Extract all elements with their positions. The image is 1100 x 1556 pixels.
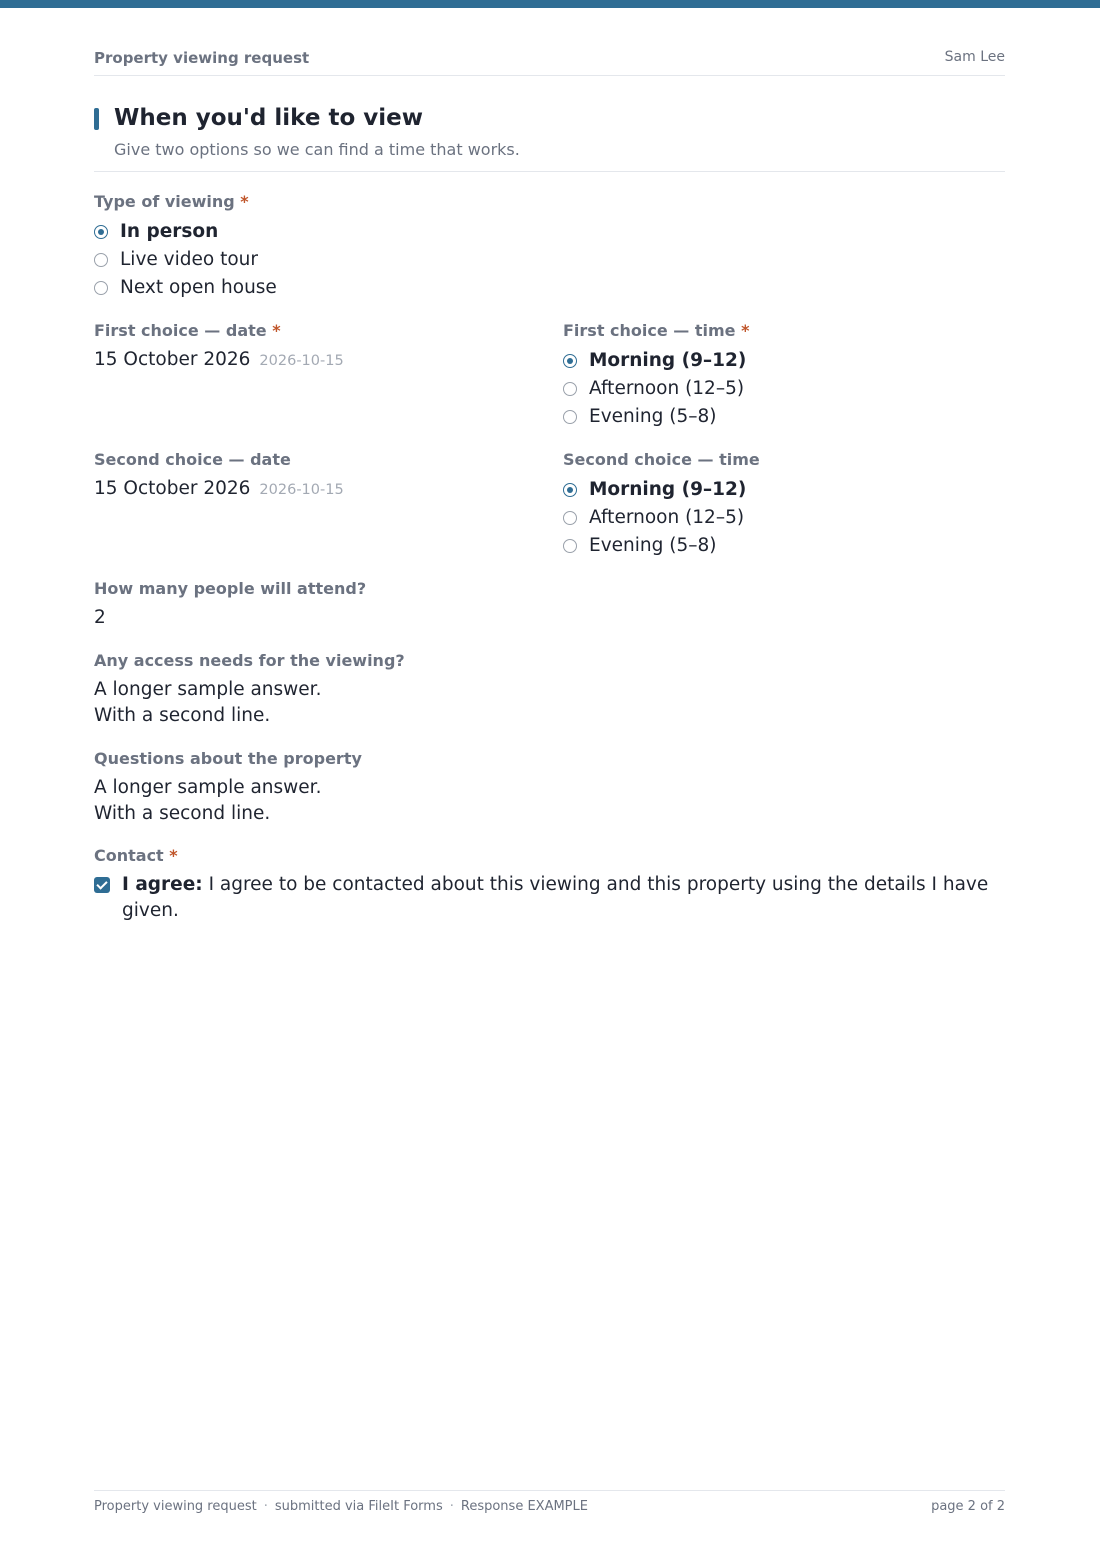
first-date-label: First choice — date * <box>94 321 281 340</box>
page-footer <box>94 1490 1005 1521</box>
second-time-option-evening[interactable]: Evening (5–8) <box>563 532 1003 560</box>
footer-info <box>94 1499 588 1514</box>
first-time-option-morning[interactable]: Morning (9–12) <box>563 347 1003 375</box>
radio-empty-icon <box>94 281 108 295</box>
consent-text: I agree to be contacted about this viewing and this property using the details I have given. <box>122 874 989 921</box>
radio-empty-icon <box>563 511 577 525</box>
viewing-type-option-in-person[interactable]: In person <box>94 218 534 246</box>
first-time-option-evening[interactable]: Evening (5–8) <box>563 403 1003 431</box>
radio-empty-icon <box>563 539 577 553</box>
first-date-field <box>94 321 534 374</box>
required-marker: * <box>169 846 178 865</box>
required-marker: * <box>741 321 750 340</box>
radio-selected-icon <box>94 225 108 239</box>
radio-empty-icon <box>563 382 577 396</box>
second-date-iso: 2026-10-15 <box>259 482 344 498</box>
contact-label: Contact * <box>94 846 178 865</box>
second-date-field <box>94 450 534 503</box>
section-accent-bar <box>94 108 99 130</box>
viewing-type-option-video[interactable]: Live video tour <box>94 246 534 274</box>
attendees-label: How many people will attend? <box>94 579 367 598</box>
contact-field <box>94 846 1005 924</box>
required-marker: * <box>272 321 281 340</box>
questions-field <box>94 749 694 827</box>
footer-separator: · <box>449 1499 454 1514</box>
questions-label: Questions about the property <box>94 749 362 768</box>
footer-separator: · <box>263 1499 268 1514</box>
viewing-type-label: Type of viewing * <box>94 192 249 211</box>
consent-checkbox-row[interactable] <box>94 872 1005 924</box>
access-needs-label: Any access needs for the viewing? <box>94 651 405 670</box>
form-title: Property viewing request <box>94 49 310 67</box>
footer-response: Response EXAMPLE <box>460 1499 588 1514</box>
first-time-label: First choice — time * <box>563 321 750 340</box>
access-needs-field <box>94 651 694 729</box>
first-time-option-afternoon[interactable]: Afternoon (12–5) <box>563 375 1003 403</box>
section-title: When you'd like to view <box>114 105 423 131</box>
attendees-field <box>94 579 534 631</box>
second-time-label: Second choice — time <box>563 450 760 469</box>
radio-empty-icon <box>94 253 108 267</box>
section-header <box>94 106 1005 172</box>
second-time-option-morning[interactable]: Morning (9–12) <box>563 476 1003 504</box>
first-date-value: 15 October 2026 2026-10-15 <box>94 349 344 370</box>
access-needs-line-2: With a second line. <box>94 705 271 726</box>
user-name: Sam Lee <box>944 49 1005 65</box>
page-header <box>94 48 1005 76</box>
page-indicator: page 2 of 2 <box>931 1499 1005 1514</box>
consent-agree-label: I agree: <box>122 874 203 895</box>
second-time-field <box>563 450 1003 560</box>
viewing-type-option-open-house[interactable]: Next open house <box>94 274 534 302</box>
second-date-label: Second choice — date <box>94 450 291 469</box>
footer-submitted-via: submitted via FileIt Forms <box>274 1499 443 1514</box>
radio-empty-icon <box>563 410 577 424</box>
first-date-iso: 2026-10-15 <box>259 353 344 369</box>
attendees-value: 2 <box>94 607 106 628</box>
access-needs-line-1: A longer sample answer. <box>94 679 322 700</box>
second-date-value: 15 October 2026 2026-10-15 <box>94 478 344 499</box>
checkbox-checked-icon[interactable] <box>94 877 110 893</box>
second-time-option-afternoon[interactable]: Afternoon (12–5) <box>563 504 1003 532</box>
radio-selected-icon <box>563 354 577 368</box>
questions-line-1: A longer sample answer. <box>94 777 322 798</box>
section-subtitle: Give two options so we can find a time that works. <box>114 140 520 159</box>
top-accent-bar <box>0 0 1100 8</box>
radio-selected-icon <box>563 483 577 497</box>
viewing-type-field <box>94 192 534 302</box>
required-marker: * <box>240 192 249 211</box>
first-time-field <box>563 321 1003 431</box>
questions-line-2: With a second line. <box>94 803 271 824</box>
footer-form-name: Property viewing request <box>94 1499 257 1514</box>
